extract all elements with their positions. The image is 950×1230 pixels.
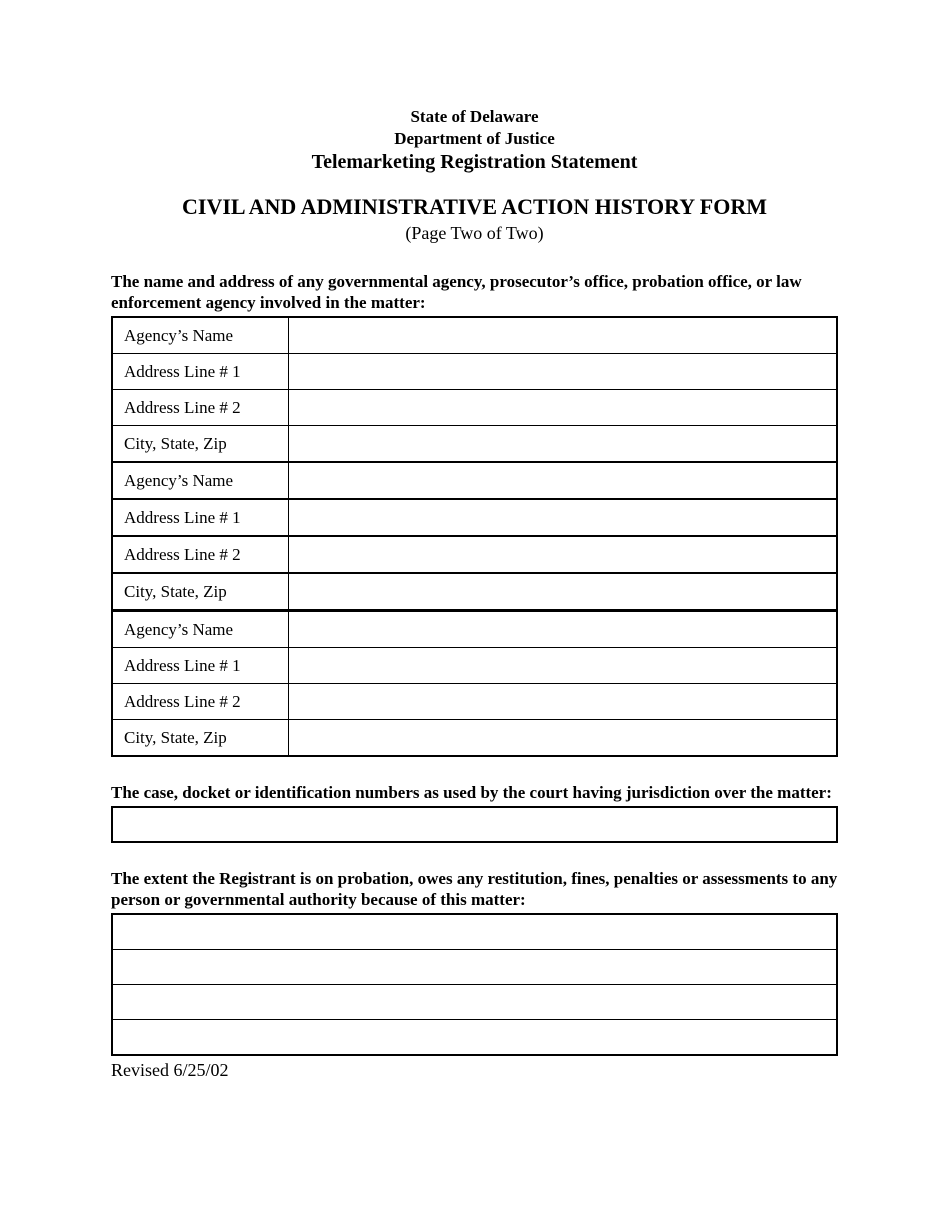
table-row — [113, 318, 836, 353]
agency-address-table — [111, 316, 838, 757]
agency3-address2-input[interactable] — [289, 684, 836, 719]
case-docket-number-input[interactable] — [111, 806, 838, 843]
field-label: Agency’s Name — [113, 318, 289, 353]
field-label: City, State, Zip — [113, 426, 289, 461]
table-row — [113, 572, 836, 609]
field-label: Agency’s Name — [113, 612, 289, 647]
field-label: Address Line # 2 — [113, 390, 289, 425]
form-page — [111, 0, 838, 1081]
field-label: Address Line # 2 — [113, 684, 289, 719]
agency1-citystatezip-input[interactable] — [289, 426, 836, 461]
field-label: Address Line # 1 — [113, 648, 289, 683]
org-name-line1: State of Delaware — [410, 107, 539, 126]
table-row — [113, 461, 836, 498]
table-row — [113, 609, 836, 647]
agency2-citystatezip-input[interactable] — [289, 574, 836, 609]
document-title: Telemarketing Registration Statement — [311, 151, 638, 173]
table-row — [113, 535, 836, 572]
table-row — [113, 683, 836, 719]
case-section-prompt: The case, docket or identification numbers as used by the court having jurisdiction over the matter: — [111, 783, 832, 802]
org-name-line2: Department of Justice — [394, 129, 555, 148]
agency1-name-input[interactable] — [289, 318, 836, 353]
table-row — [113, 647, 836, 683]
table-row — [113, 498, 836, 535]
agency-section-prompt: The name and address of any governmental agency, prosecutor’s office, probation office, or law enforcement agency involved in the matter: — [111, 272, 802, 312]
field-label: Agency’s Name — [113, 463, 289, 498]
field-label: City, State, Zip — [113, 574, 289, 609]
probation-extent-input-2[interactable] — [113, 949, 836, 984]
probation-extent-input-4[interactable] — [113, 1019, 836, 1054]
page-number-note: (Page Two of Two) — [405, 223, 544, 243]
agency3-address1-input[interactable] — [289, 648, 836, 683]
revision-date: Revised 6/25/02 — [111, 1060, 229, 1080]
probation-extent-input-1[interactable] — [113, 915, 836, 949]
table-row — [113, 389, 836, 425]
form-title: CIVIL AND ADMINISTRATIVE ACTION HISTORY FORM — [182, 194, 767, 219]
field-label: City, State, Zip — [113, 720, 289, 755]
agency2-address1-input[interactable] — [289, 500, 836, 535]
field-label: Address Line # 2 — [113, 537, 289, 572]
agency1-address1-input[interactable] — [289, 354, 836, 389]
agency1-address2-input[interactable] — [289, 390, 836, 425]
page-header — [111, 106, 838, 175]
agency3-citystatezip-input[interactable] — [289, 720, 836, 755]
field-label: Address Line # 1 — [113, 500, 289, 535]
agency3-name-input[interactable] — [289, 612, 836, 647]
agency2-name-input[interactable] — [289, 463, 836, 498]
probation-extent-table — [111, 913, 838, 1056]
agency2-address2-input[interactable] — [289, 537, 836, 572]
probation-extent-input-3[interactable] — [113, 984, 836, 1019]
field-label: Address Line # 1 — [113, 354, 289, 389]
table-row — [113, 353, 836, 389]
extent-section-prompt: The extent the Registrant is on probation, owes any restitution, fines, penalties or assessments to any person or governmental authority because of this matter: — [111, 869, 838, 909]
table-row — [113, 719, 836, 755]
table-row — [113, 425, 836, 461]
